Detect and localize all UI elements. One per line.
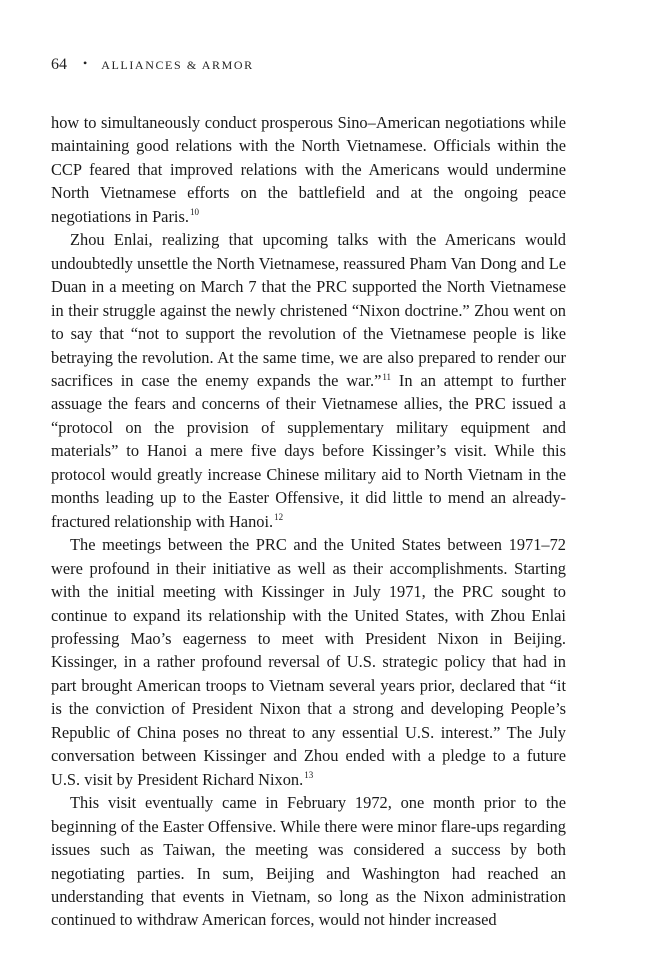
paragraph [51,791,566,932]
footnote-marker: 12 [274,512,284,523]
paragraph-text: This visit eventually came in February 1972, one month prior to the beginning of the Easter Offensive. While there were minor flare-ups regarding issues such as Taiwan, the meeting was considered a success by both negotiating parties. In sum, Beijing and Washington had reached an understanding that events in Vietnam, so long as the Nixon administration continued to withdraw American forces, would not hinder increased [51,793,566,930]
footnote-marker: 10 [189,207,199,218]
paragraph [51,228,566,533]
paragraph-text: In an attempt to further assuage the fears and concerns of their Vietnamese allies, the PRC issued a “protocol on the provision of supplementary military equipment and materials” to Hanoi a mere five days before Kissinger’s visit. While this protocol would greatly increase Chinese military aid to North Vietnam in the months leading up to the Easter Offensive, it did little to mend an already-fractured relationship with Hanoi. [51,370,566,531]
header-separator: • [83,56,88,70]
body-text [51,111,566,932]
paragraph-text: Zhou Enlai, realizing that upcoming talks with the Americans would undoubtedly unsettle the North Vietnamese, reassured Pham Van Dong and Le Duan in a meeting on March 7 that the PRC supported the North Vietnamese in their struggle against the newly christened “Nixon doctrine.” Zhou went on to say that “not to support the revolution of the Vietnamese people is like betraying the revolution. At the same time, we are also prepared to render our sacrifices in case the enemy expands the war.” [51,230,566,390]
paragraph-text: how to simultaneously conduct prosperous Sino–American negotiations while maintaining good relations with the North Vietnamese. Officials within the CCP feared that improved relations with the Americans would undermine North Vietnamese efforts on the battlefield and at the ongoing peace negotiations in Paris. [51,113,566,226]
running-title: ALLIANCES & ARMOR [101,58,254,72]
footnote-marker: 11 [382,371,392,382]
paragraph [51,533,566,791]
paragraph-text: The meetings between the PRC and the United States between 1971–72 were profound in their initiative as well as their accomplishments. Starting with the initial meeting with Kissinger in July 1971, the PRC sought to continue to expand its relationship with the United States, with Zhou Enlai professing Mao’s eagerness to meet with President Nixon in Beijing. Kissinger, in a rather profound reversal of U.S. strategic policy that had in part brought American troops to Vietnam several years prior, declared that “it is the conviction of President Nixon that a strong and developing People’s Republic of China poses no threat to any essential U.S. interest.” The July conversation between Kissinger and Zhou ended with a pledge to a future U.S. visit by President Richard Nixon. [51,535,566,789]
page-number: 64 [51,56,67,73]
footnote-marker: 13 [304,770,314,781]
running-header [51,56,571,78]
paragraph [51,111,566,228]
